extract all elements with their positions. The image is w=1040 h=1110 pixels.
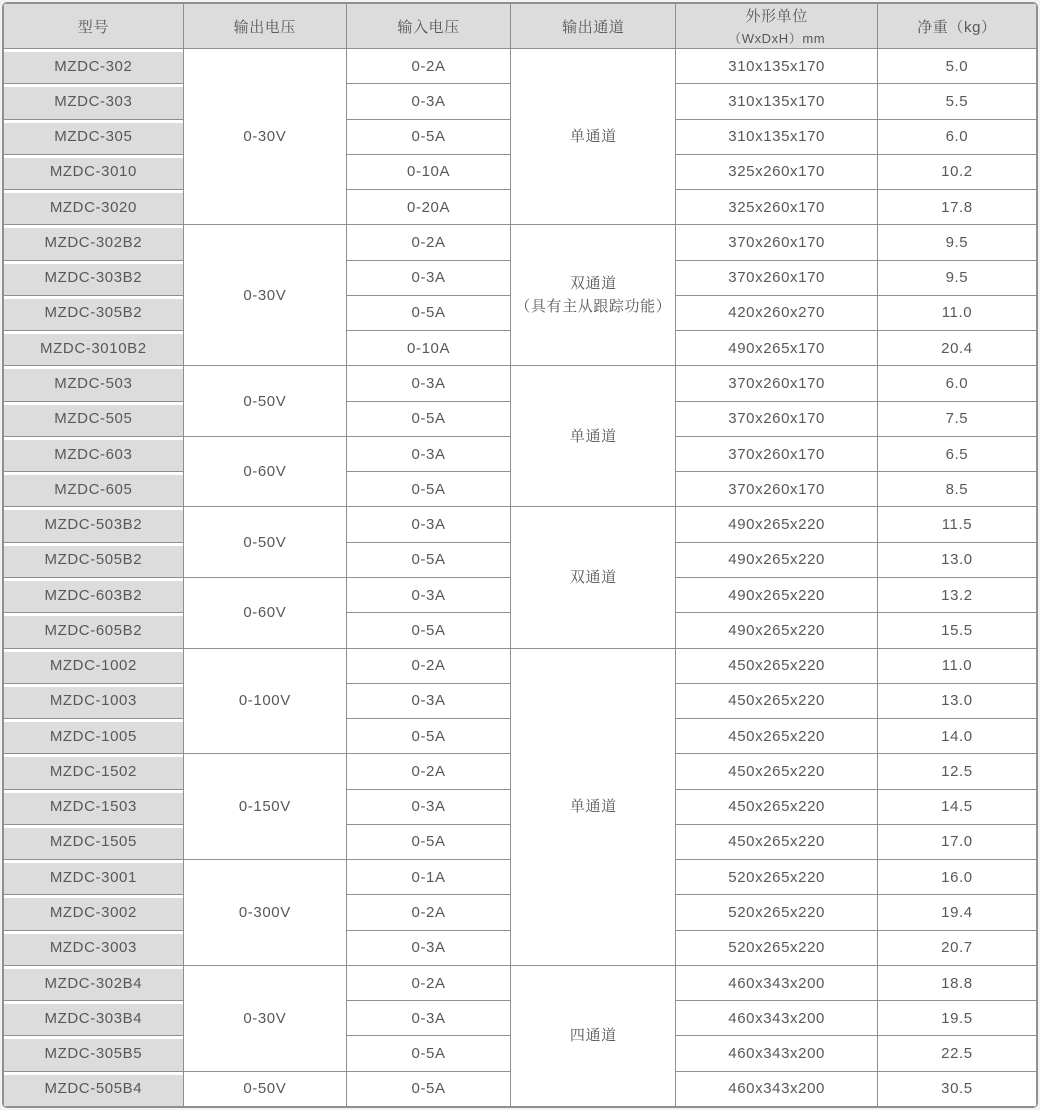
net-weight-cell: 15.5 (877, 613, 1036, 648)
net-weight-cell: 22.5 (877, 1036, 1036, 1071)
col-header-dimensions (676, 4, 877, 49)
model-cell: MZDC-302B2 (4, 225, 184, 260)
net-weight-cell: 6.0 (877, 366, 1036, 401)
model-cell: MZDC-303 (4, 84, 184, 119)
output-channel-cell (511, 366, 676, 507)
net-weight-cell: 13.2 (877, 577, 1036, 612)
dimensions-cell: 370x260x170 (676, 401, 877, 436)
net-weight-cell: 11.0 (877, 648, 1036, 683)
model-cell: MZDC-1003 (4, 683, 184, 718)
output-voltage-cell: 0-50V (183, 366, 346, 437)
model-cell: MZDC-3020 (4, 190, 184, 225)
spec-table-body (4, 49, 1037, 1107)
output-channel-cell (511, 507, 676, 648)
output-voltage-cell: 0-50V (183, 1071, 346, 1106)
dimensions-cell: 450x265x220 (676, 648, 877, 683)
net-weight-cell: 6.0 (877, 119, 1036, 154)
table-row (4, 507, 1037, 542)
output-voltage-cell: 0-30V (183, 965, 346, 1071)
table-row (4, 49, 1037, 84)
output-channel-line: 双通道 (569, 275, 617, 293)
input-voltage-cell: 0-3A (346, 507, 510, 542)
output-channel-line: （具有主从跟踪功能） (515, 298, 672, 316)
input-voltage-cell: 0-5A (346, 295, 510, 330)
dimensions-cell: 450x265x220 (676, 789, 877, 824)
col-header-net-weight (877, 4, 1036, 49)
input-voltage-cell: 0-5A (346, 472, 510, 507)
net-weight-cell: 12.5 (877, 754, 1036, 789)
dimensions-cell: 370x260x170 (676, 366, 877, 401)
model-cell: MZDC-1002 (4, 648, 184, 683)
net-weight-cell: 20.7 (877, 930, 1036, 965)
col-header-dimensions-label: 外形单位 (745, 8, 808, 25)
dimensions-cell: 490x265x220 (676, 577, 877, 612)
col-header-model-label: 型号 (77, 18, 109, 36)
dimensions-cell: 370x260x170 (676, 436, 877, 471)
net-weight-cell: 5.0 (877, 49, 1036, 84)
input-voltage-cell: 0-1A (346, 860, 510, 895)
table-row (4, 225, 1037, 260)
col-header-input-voltage (346, 4, 510, 49)
dimensions-cell: 460x343x200 (676, 1001, 877, 1036)
model-cell: MZDC-605B2 (4, 613, 184, 648)
output-voltage-cell: 0-150V (183, 754, 346, 860)
dimensions-cell: 370x260x170 (676, 260, 877, 295)
col-header-net-weight-label: 净重（kg） (917, 18, 997, 36)
dimensions-cell: 490x265x220 (676, 542, 877, 577)
model-cell: MZDC-3010B2 (4, 331, 184, 366)
dimensions-cell: 370x260x170 (676, 225, 877, 260)
model-cell: MZDC-305B2 (4, 295, 184, 330)
output-voltage-cell: 0-60V (183, 436, 346, 507)
input-voltage-cell: 0-3A (346, 84, 510, 119)
net-weight-cell: 19.4 (877, 895, 1036, 930)
model-cell: MZDC-3002 (4, 895, 184, 930)
col-header-output-voltage-label: 输出电压 (233, 18, 297, 36)
input-voltage-cell: 0-3A (346, 436, 510, 471)
net-weight-cell: 8.5 (877, 472, 1036, 507)
model-cell: MZDC-1502 (4, 754, 184, 789)
table-row (4, 648, 1037, 683)
net-weight-cell: 7.5 (877, 401, 1036, 436)
dimensions-cell: 325x260x170 (676, 190, 877, 225)
net-weight-cell: 11.0 (877, 295, 1036, 330)
input-voltage-cell: 0-5A (346, 401, 510, 436)
model-cell: MZDC-305B5 (4, 1036, 184, 1071)
dimensions-cell: 490x265x170 (676, 331, 877, 366)
model-cell: MZDC-505B2 (4, 542, 184, 577)
dimensions-cell: 460x343x200 (676, 1071, 877, 1106)
input-voltage-cell: 0-10A (346, 154, 510, 189)
model-cell: MZDC-3010 (4, 154, 184, 189)
model-cell: MZDC-302 (4, 49, 184, 84)
net-weight-cell: 17.8 (877, 190, 1036, 225)
output-voltage-cell: 0-300V (183, 860, 346, 966)
dimensions-cell: 490x265x220 (676, 507, 877, 542)
dimensions-cell: 420x260x270 (676, 295, 877, 330)
col-header-output-channel (511, 4, 676, 49)
output-channel-line: 单通道 (569, 798, 617, 816)
dimensions-cell: 310x135x170 (676, 49, 877, 84)
output-channel-cell (511, 49, 676, 225)
dimensions-cell: 450x265x220 (676, 824, 877, 859)
dimensions-cell: 520x265x220 (676, 895, 877, 930)
model-cell: MZDC-503 (4, 366, 184, 401)
output-channel-cell (511, 648, 676, 965)
input-voltage-cell: 0-5A (346, 824, 510, 859)
model-cell: MZDC-302B4 (4, 965, 184, 1000)
col-header-dimensions-sublabel: （WxDxH）mm (728, 31, 826, 46)
dimensions-cell: 520x265x220 (676, 860, 877, 895)
net-weight-cell: 14.0 (877, 719, 1036, 754)
col-header-output-voltage (183, 4, 346, 49)
input-voltage-cell: 0-2A (346, 965, 510, 1000)
output-channel-line: 单通道 (569, 128, 617, 146)
dimensions-cell: 450x265x220 (676, 754, 877, 789)
input-voltage-cell: 0-5A (346, 719, 510, 754)
input-voltage-cell: 0-5A (346, 1071, 510, 1106)
dimensions-cell: 490x265x220 (676, 613, 877, 648)
spec-table (3, 3, 1037, 1107)
net-weight-cell: 5.5 (877, 84, 1036, 119)
dimensions-cell: 370x260x170 (676, 472, 877, 507)
dimensions-cell: 310x135x170 (676, 119, 877, 154)
model-cell: MZDC-1005 (4, 719, 184, 754)
input-voltage-cell: 0-2A (346, 648, 510, 683)
net-weight-cell: 10.2 (877, 154, 1036, 189)
output-channel-line: 双通道 (569, 568, 617, 586)
col-header-input-voltage-label: 输入电压 (397, 18, 460, 36)
table-row (4, 366, 1037, 401)
model-cell: MZDC-303B2 (4, 260, 184, 295)
input-voltage-cell: 0-10A (346, 331, 510, 366)
input-voltage-cell: 0-3A (346, 260, 510, 295)
model-cell: MZDC-603B2 (4, 577, 184, 612)
input-voltage-cell: 0-3A (346, 1001, 510, 1036)
model-cell: MZDC-503B2 (4, 507, 184, 542)
output-channel-cell (511, 965, 676, 1106)
model-cell: MZDC-505B4 (4, 1071, 184, 1106)
input-voltage-cell: 0-3A (346, 577, 510, 612)
input-voltage-cell: 0-2A (346, 225, 510, 260)
input-voltage-cell: 0-5A (346, 1036, 510, 1071)
dimensions-cell: 450x265x220 (676, 719, 877, 754)
model-cell: MZDC-1505 (4, 824, 184, 859)
net-weight-cell: 16.0 (877, 860, 1036, 895)
input-voltage-cell: 0-2A (346, 49, 510, 84)
output-voltage-cell: 0-30V (183, 225, 346, 366)
model-cell: MZDC-505 (4, 401, 184, 436)
net-weight-cell: 9.5 (877, 225, 1036, 260)
dimensions-cell: 450x265x220 (676, 683, 877, 718)
output-channel-line: 单通道 (569, 427, 617, 445)
net-weight-cell: 19.5 (877, 1001, 1036, 1036)
net-weight-cell: 17.0 (877, 824, 1036, 859)
model-cell: MZDC-603 (4, 436, 184, 471)
output-channel-line: 四通道 (569, 1027, 617, 1045)
spec-table-header (4, 4, 1037, 49)
input-voltage-cell: 0-2A (346, 895, 510, 930)
model-cell: MZDC-3001 (4, 860, 184, 895)
model-cell: MZDC-303B4 (4, 1001, 184, 1036)
output-voltage-cell: 0-100V (183, 648, 346, 754)
input-voltage-cell: 0-2A (346, 754, 510, 789)
net-weight-cell: 18.8 (877, 965, 1036, 1000)
col-header-output-channel-label: 输出通道 (562, 18, 625, 36)
input-voltage-cell: 0-5A (346, 613, 510, 648)
input-voltage-cell: 0-3A (346, 683, 510, 718)
spec-table-container (2, 2, 1038, 1108)
output-voltage-cell: 0-60V (183, 577, 346, 648)
dimensions-cell: 460x343x200 (676, 965, 877, 1000)
output-voltage-cell: 0-30V (183, 49, 346, 225)
net-weight-cell: 13.0 (877, 542, 1036, 577)
dimensions-cell: 520x265x220 (676, 930, 877, 965)
model-cell: MZDC-3003 (4, 930, 184, 965)
col-header-model (4, 4, 184, 49)
net-weight-cell: 13.0 (877, 683, 1036, 718)
input-voltage-cell: 0-3A (346, 789, 510, 824)
dimensions-cell: 310x135x170 (676, 84, 877, 119)
input-voltage-cell: 0-3A (346, 366, 510, 401)
input-voltage-cell: 0-5A (346, 119, 510, 154)
input-voltage-cell: 0-20A (346, 190, 510, 225)
net-weight-cell: 11.5 (877, 507, 1036, 542)
net-weight-cell: 9.5 (877, 260, 1036, 295)
dimensions-cell: 325x260x170 (676, 154, 877, 189)
net-weight-cell: 6.5 (877, 436, 1036, 471)
model-cell: MZDC-1503 (4, 789, 184, 824)
model-cell: MZDC-605 (4, 472, 184, 507)
header-row (4, 4, 1037, 49)
output-voltage-cell: 0-50V (183, 507, 346, 578)
dimensions-cell: 460x343x200 (676, 1036, 877, 1071)
model-cell: MZDC-305 (4, 119, 184, 154)
input-voltage-cell: 0-5A (346, 542, 510, 577)
table-row (4, 965, 1037, 1000)
net-weight-cell: 30.5 (877, 1071, 1036, 1106)
net-weight-cell: 14.5 (877, 789, 1036, 824)
input-voltage-cell: 0-3A (346, 930, 510, 965)
net-weight-cell: 20.4 (877, 331, 1036, 366)
output-channel-cell (511, 225, 676, 366)
